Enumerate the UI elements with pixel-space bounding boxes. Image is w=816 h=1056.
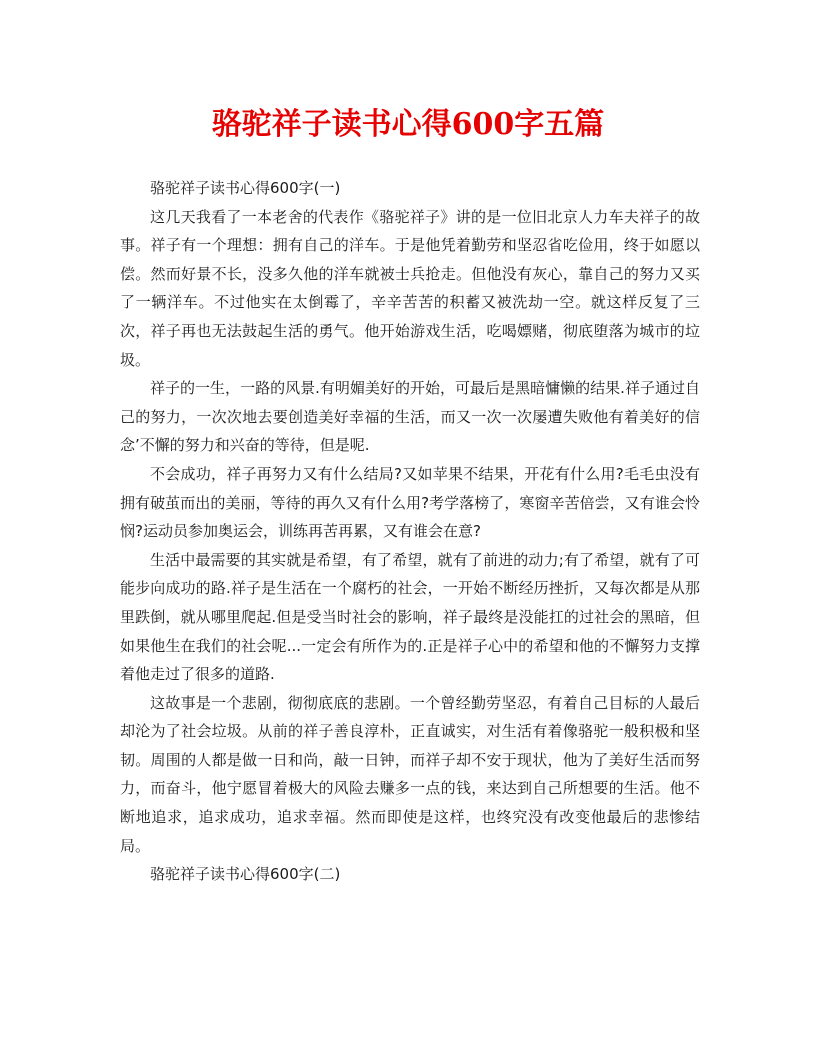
paragraph: 这故事是一个悲剧，彻彻底底的悲剧。一个曾经勤劳坚忍，有着自己目标的人最后却沦为了社会垃圾。从前的祥子善良淳朴，正直诚实，对生活有着像骆驼一般积极和坚韧。周围的人都是做一日和尚，敲一日钟，而祥子却不安于现状，他为了美好生活而努力，而奋斗，他宁愿冒着极大的风险去赚多一点的钱，来达到自己所想要的生活。他不断地追求，追求成功，追求幸福。然而即使是这样，也终究没有改变他最后的悲惨结局。 [120,693,700,855]
paragraph: 这几天我看了一本老舍的代表作《骆驼祥子》讲的是一位旧北京人力车夫祥子的故事。祥子有一个理想：拥有自己的洋车。于是他凭着勤劳和坚忍省吃俭用，终于如愿以偿。然而好景不长，没多久他的洋车就被士兵抢走。但他没有灰心，靠自己的努力又买了一辆洋车。不过他实在太倒霉了，辛辛苦苦的积蓄又被洗劫一空。就这样反复了三次，祥子再也无法鼓起生活的勇气。他开始游戏生活，吃喝嫖赌，彻底堕落为城市的垃圾。 [120,207,700,369]
document-body [120,174,700,889]
paragraph: 生活中最需要的其实就是希望，有了希望，就有了前进的动力;有了希望，就有了可能步向成功的路.祥子是生活在一个腐朽的社会，一开始不断经历挫折，又每次都是从那里跌倒，就从哪里爬起.但是受当时社会的影响，祥子最终是没能扛的过社会的黑暗，但如果他生在我们的社会呢...一定会有所作为的.正是祥子心中的希望和他的不懈努力支撑着他走过了很多的道路. [120,550,700,684]
document-title: 骆驼祥子读书心得600字五篇 [211,107,605,142]
paragraph: 不会成功，祥子再努力又有什么结局?又如苹果不结果，开花有什么用?毛毛虫没有拥有破茧而出的美丽，等待的再久又有什么用?考学落榜了，寒窗辛苦倍尝，又有谁会怜悯?运动员参加奥运会，训练再苦再累，又有谁会在意? [120,464,700,541]
section-heading-one: 骆驼祥子读书心得600字(一) [150,179,341,197]
paragraph: 祥子的一生，一路的风景.有明媚美好的开始，可最后是黑暗慵懒的结果.祥子通过自己的努力，一次次地去要创造美好幸福的生活，而又一次一次屡遭失败他有着美好的信念’不懈的努力和兴奋的等待，但是呢. [120,379,700,455]
section-heading-two: 骆驼祥子读书心得600字(二) [150,865,341,884]
